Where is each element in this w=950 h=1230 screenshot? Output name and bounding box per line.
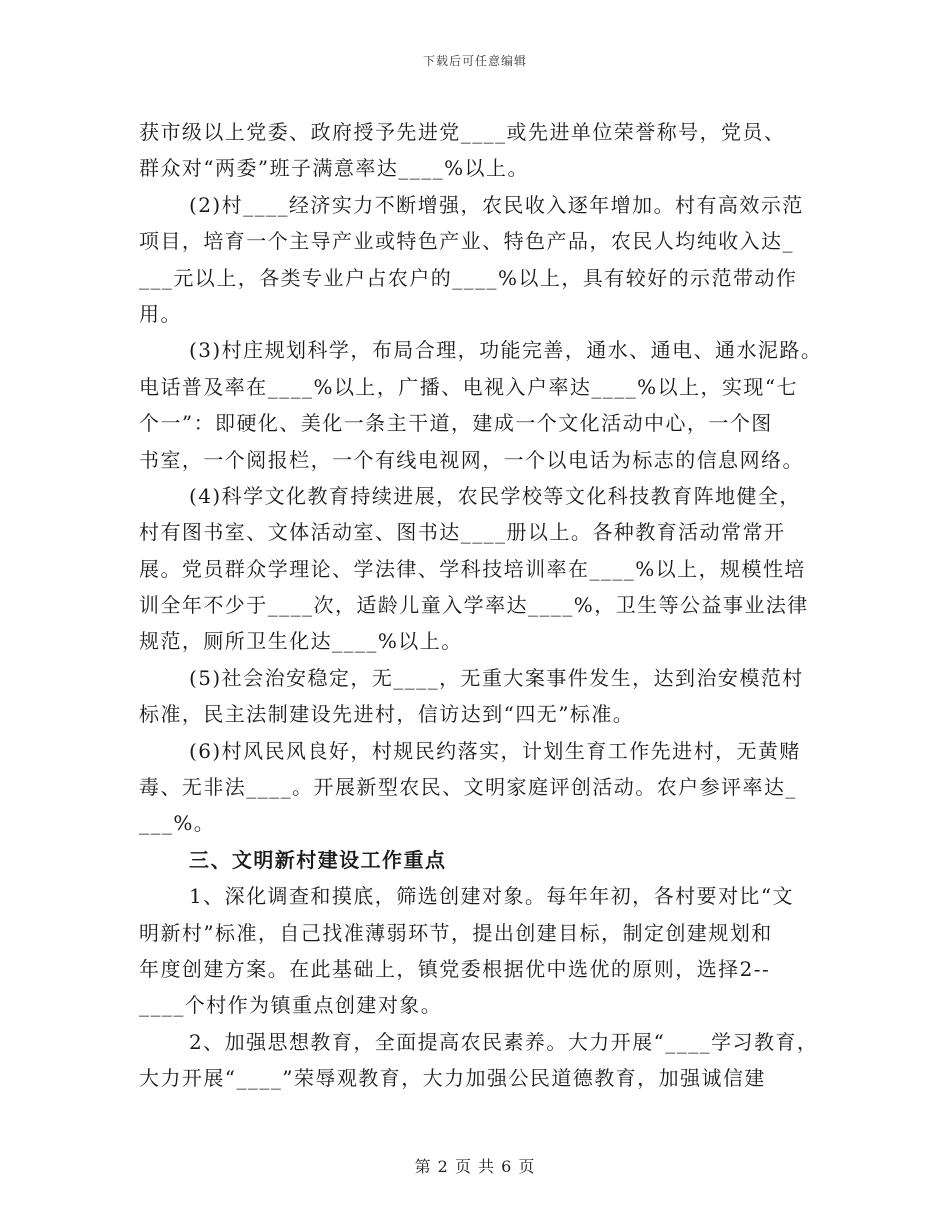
text-line: 用。 [139,301,182,326]
text-line: 获市级以上党委、政府授予先进党____或先进单位荣誉称号，党员、 [139,120,786,144]
text-line: 毒、无非法____。开展新型农民、文明家庭评创活动。农户参评率达_ [139,775,797,800]
text-line: 标准，民主法制建设先进村，信访达到“四无”标准。 [139,702,635,727]
text-line: 训全年不少于____次，适龄儿童入学率达____%，卫生等公益事业法律 [139,593,809,618]
text-line: ___%。 [139,811,216,836]
text-line: (2)村____经济实力不断增强，农民收入逐年增加。村有高效示范 [189,192,804,217]
text-line: 村有图书室、文体活动室、图书达____册以上。各种教育活动常常开 [139,520,786,545]
section-heading: 三、文明新村建设工作重点 [189,847,447,872]
document-body [139,114,823,1097]
text-line: 群众对“两委”班子满意率达____%以上。 [139,156,529,181]
text-line: 大力开展“____”荣辱观教育，大力加强公民道德教育，加强诚信建 [139,1066,766,1091]
page-header: 下载后可任意编辑 [422,54,527,68]
text-line: 个一”：即硬化、美化一条主干道，建成一个文化活动中心，一个图 [139,411,773,436]
text-line: 书室，一个阅报栏，一个有线电视网，一个以电话为标志的信息网络。 [139,447,804,472]
text-line: (4)科学文化教育持续进展，农民学校等文化科技教育阵地健全， [189,483,801,508]
text-line: (5)社会治安稳定，无____，无重大案事件发生，达到治安模范村 [189,665,804,690]
text-line: ____个村作为镇重点创建对象。 [139,993,443,1018]
text-line: 项目，培育一个主导产业或特色产业、特色产品，农民人均纯收入达_ [139,229,794,254]
text-line: (6)村风民风良好，村规民约落实，计划生育工作先进村，无黄赌 [189,738,801,763]
page-footer: 第 2 页 共 6 页 [414,1157,536,1176]
text-line: 1、深化调查和摸底，筛选创建对象。每年年初，各村要对比“文 [189,884,794,909]
text-line: 年度创建方案。在此基础上，镇党委根据优中选优的原则，选择2-- [139,956,771,981]
text-line: (3)村庄规划科学，布局合理，功能完善，通水、通电、通水泥路。 [189,338,823,363]
text-line: ___元以上，各类专业户占农户的____%以上，具有较好的示范带动作 [139,265,798,290]
text-line: 规范，厕所卫生化达____%以上。 [139,629,463,654]
text-line: 明新村”标准，自己找准薄弱环节，提出创建目标，制定创建规划和 [139,920,773,945]
text-line: 电话普及率在____%以上，广播、电视入户率达____%以上，实现“七 [139,374,798,399]
text-line: 2、加强思想教育，全面提高农民素养。大力开展“____学习教育， [189,1029,819,1054]
text-line: 展。党员群众学理论、学法律、学科技培训率在____%以上，规模性培 [139,556,806,581]
